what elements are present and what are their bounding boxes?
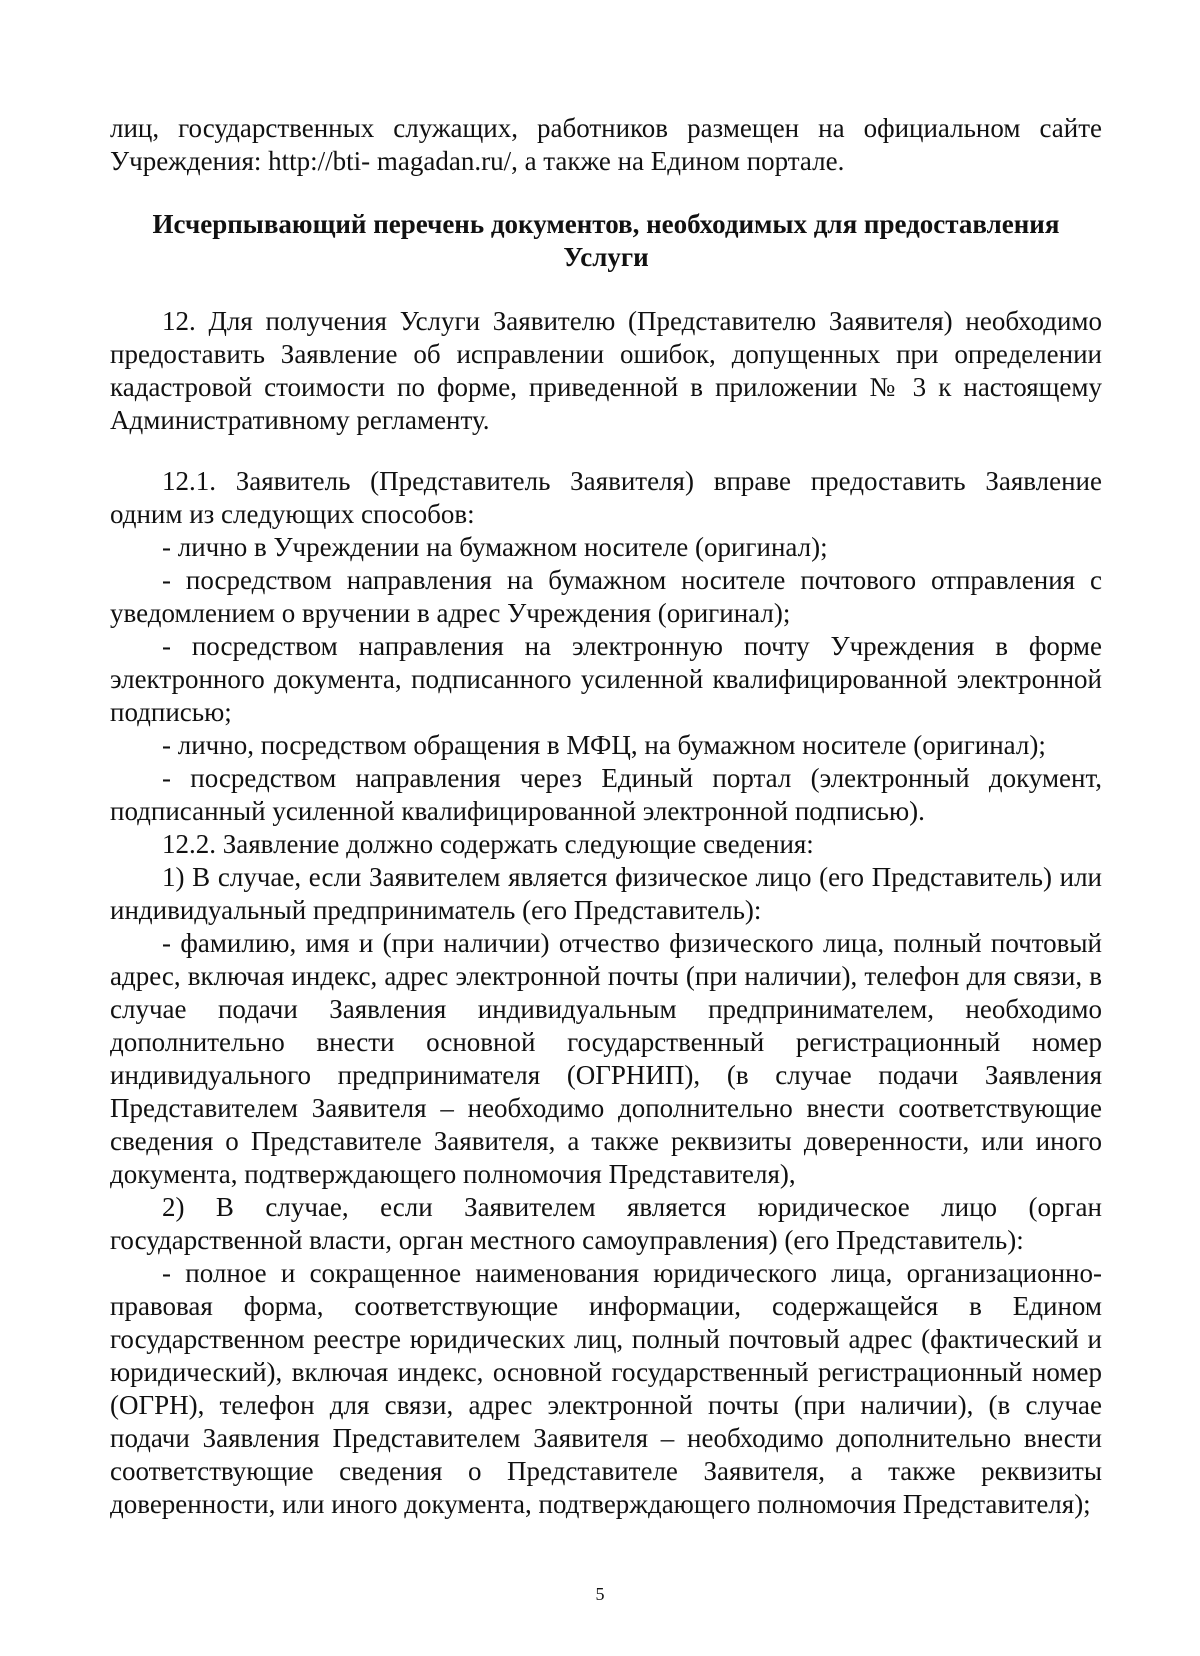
submission-method-3: - посредством направления на электронную почту Учреждения в форме электронного документа, подписанного усиленной квалифицированной электронной подписью; — [110, 631, 1102, 727]
paragraph-12-2: 12.2. Заявление должно содержать следующие сведения: — [162, 829, 814, 859]
submission-method-4: - лично, посредством обращения в МФЦ, на бумажном носителе (оригинал); — [162, 730, 1046, 760]
case-2-detail: - полное и сокращенное наименования юридического лица, организационно-правовая форма, соответствующие информации, содержащейся в Едином государственном реестре юридических лиц, полный почтовый адрес (фактический и юридический), включая индекс, основной государственный регистрационный номер (ОГРН), телефон для связи, адрес электронной почты (при наличии), (в случае подачи Заявления Представителем Заявителя – необходимо дополнительно внести соответствующие сведения о Представителе Заявителя, а также реквизиты доверенности, или иного документа, подтверждающего полномочия Представителя); — [110, 1258, 1102, 1519]
page-number: 5 — [595, 1584, 605, 1604]
case-1-detail: - фамилию, имя и (при наличии) отчество физического лица, полный почтовый адрес, включая индекс, адрес электронной почты (при наличии), телефон для связи, в случае подачи Заявления индивидуальным предпринимателем, необходимо дополнительно внести основной государственный регистрационный номер индивидуального предпринимателя (ОГРНИП), (в случае подачи Заявления Представителем Заявителя – необходимо дополнительно внести соответствующие сведения о Представителе Заявителя, а также реквизиты доверенности, или иного документа, подтверждающего полномочия Представителя), — [110, 928, 1102, 1189]
submission-method-1: - лично в Учреждении на бумажном носителе (оригинал); — [162, 532, 828, 562]
section-heading: Исчерпывающий перечень документов, необходимых для предоставления Услуги — [152, 209, 1060, 272]
submission-method-2: - посредством направления на бумажном носителе почтового отправления с уведомлением о вручении в адрес Учреждения (оригинал); — [110, 565, 1102, 628]
intro-paragraph: лиц, государственных служащих, работников размещен на официальном сайте Учреждения: http://bti- magadan.ru/, а также на Едином портале. — [110, 113, 1102, 176]
case-2-heading: 2) В случае, если Заявителем является юридическое лицо (орган государственной власти, орган местного самоуправления) (его Представитель): — [110, 1192, 1102, 1255]
document-page — [110, 112, 1102, 1521]
submission-method-5: - посредством направления через Единый портал (электронный документ, подписанный усиленной квалифицированной электронной подписью). — [110, 763, 1102, 826]
case-1-heading: 1) В случае, если Заявителем является физическое лицо (его Представитель) или индивидуальный предприниматель (его Представитель): — [110, 862, 1102, 925]
paragraph-12: 12. Для получения Услуги Заявителю (Представителю Заявителя) необходимо предоставить Заявление об исправлении ошибок, допущенных при определении кадастровой стоимости по форме, приведенной в приложении № 3 к настоящему Административному регламенту. — [110, 306, 1102, 435]
paragraph-12-1: 12.1. Заявитель (Представитель Заявителя) вправе предоставить Заявление одним из следующих способов: — [110, 466, 1102, 529]
